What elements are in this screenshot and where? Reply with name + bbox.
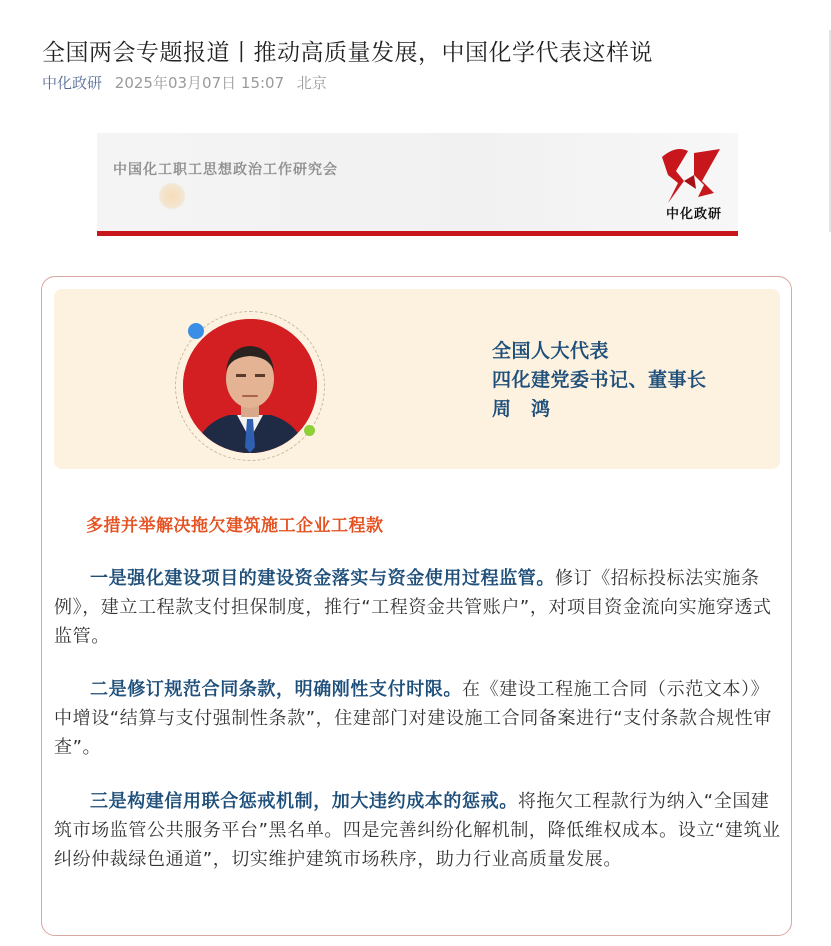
paragraph-1	[54, 564, 782, 651]
paragraph-3	[54, 787, 782, 874]
banner-org-name: 中国化工职工思想政治工作研究会	[113, 162, 338, 178]
paragraph-2	[54, 675, 782, 762]
paragraph-3-lead: 三是构建信用联合惩戒机制，加大违约成本的惩戒。	[90, 791, 518, 812]
portrait-photo	[183, 319, 317, 453]
decor-dot-green	[304, 425, 315, 436]
paragraph-3-text: 将拖欠工程款行为纳入“全国建筑市场监管公共服务平台”黑名单。四是完善纠纷化解机制，降低维权成本。设立“建筑业纠纷仲裁绿色通道”，切实维护建筑市场秩序，助力行业高质量发展。	[54, 791, 781, 870]
article-title: 全国两会专题报道丨推动高质量发展，中国化学代表这样说	[42, 40, 653, 67]
delegate-name: 周 鸿	[492, 398, 551, 420]
banner-red-line	[97, 231, 738, 236]
paragraph-2-text: 在《建设工程施工合同（示范文本）》中增设“结算与支付强制性条款”，住建部门对建设施工合同备案进行“支付条款合规性审查”。	[54, 679, 772, 758]
avatar	[183, 319, 317, 453]
article-content-card	[41, 276, 792, 936]
emblem-icon	[159, 183, 185, 209]
paragraph-1-text: 修订《招标投标法实施条例》，建立工程款支付担保制度，推行“工程资金共管账户”，对项目资金流向实施穿透式监管。	[54, 568, 772, 647]
delegate-position: 四化建党委书记、董事长	[492, 369, 707, 391]
account-name-link[interactable]: 中化政研	[42, 74, 103, 92]
publish-location: 北京	[296, 74, 327, 92]
section-heading: 多措并举解决拖欠建筑施工企业工程款	[86, 516, 384, 536]
profile-panel	[54, 289, 780, 469]
delegate-title: 全国人大代表	[492, 340, 610, 362]
header-banner-image	[97, 133, 738, 236]
decor-dot-blue	[188, 323, 204, 339]
article-meta	[42, 73, 327, 93]
banner-logo-text: 中化政研	[665, 207, 722, 222]
paragraph-1-lead: 一是强化建设项目的建设资金落实与资金使用过程监管。	[90, 568, 555, 589]
paragraph-2-lead: 二是修订规范合同条款，明确刚性支付时限。	[90, 679, 462, 700]
delegate-info	[492, 337, 707, 424]
publish-date: 2025年03月07日 15:07	[114, 74, 285, 92]
